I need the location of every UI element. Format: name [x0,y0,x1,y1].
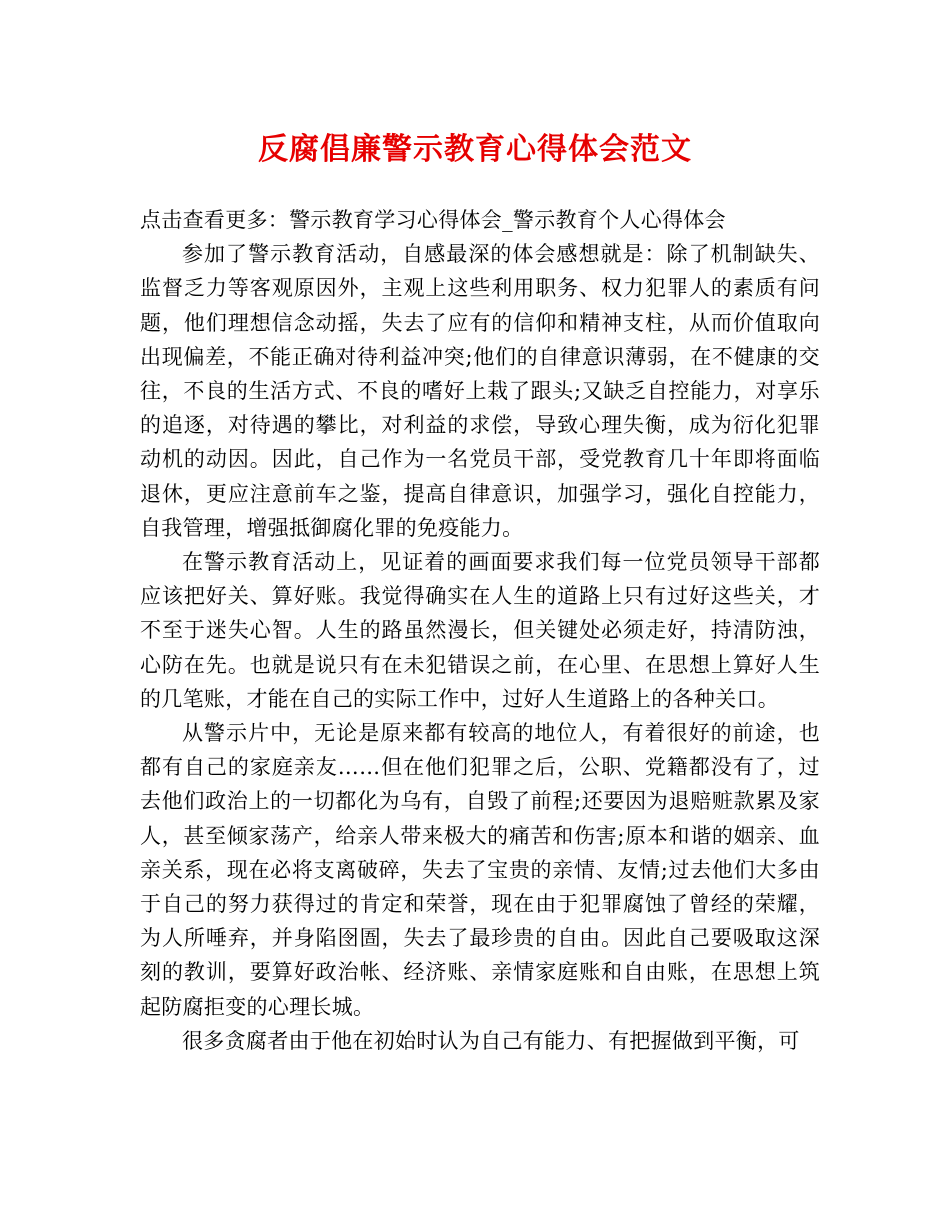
more-link-line[interactable]: 点击查看更多：警示教育学习心得体会_警示教育个人心得体会 [140,208,726,232]
document-title: 反腐倡廉警示教育心得体会范文 [258,132,692,167]
body-paragraph-1: 参加了警示教育活动，自感最深的体会感想就是：除了机制缺失、监督乏力等客观原因外，主观上这些利用职务、权力犯罪人的素质有问题，他们理想信念动摇，失去了应有的信仰和精神支柱，从而价值取向出现偏差，不能正确对待利益冲突;他们的自律意识薄弱，在不健康的交往，不良的生活方式、不良的嗜好上栽了跟头;又缺乏自控能力，对享乐的追逐，对待遇的攀比，对利益的求偿，导致心理失衡，成为衍化犯罪动机的动因。因此，自己作为一名党员干部，受党教育几十年即将面临退休，更应注意前车之鉴，提高自律意识，加强学习，强化自控能力，自我管理，增强抵御腐化罪的免疫能力。 [140,242,820,540]
document-body [140,203,820,1058]
body-paragraph-4: 很多贪腐者由于他在初始时认为自己有能力、有把握做到平衡，可 [182,1028,800,1053]
body-paragraph-3: 从警示片中，无论是原来都有较高的地位人，有着很好的前途，也都有自己的家庭亲友……但在他们犯罪之后，公职、党籍都没有了，过去他们政治上的一切都化为乌有，自毁了前程;还要因为退赔赃款累及家人，甚至倾家荡产，给亲人带来极大的痛苦和伤害;原本和谐的姻亲、血亲关系，现在必将支离破碎，失去了宝贵的亲情、友情;过去他们大多由于自己的努力获得过的肯定和荣誉，现在由于犯罪腐蚀了曾经的荣耀，为人所唾弃，并身陷囹圄，失去了最珍贵的自由。因此自己要吸取这深刻的教训，要算好政治帐、经济账、亲情家庭账和自由账，在思想上筑起防腐拒变的心理长城。 [140,721,820,1019]
body-paragraph-2: 在警示教育活动上，见证着的画面要求我们每一位党员领导干部都应该把好关、算好账。我觉得确实在人生的道路上只有过好这些关，才不至于迷失心智。人生的路虽然漫长，但关键处必须走好，持清防浊，心防在先。也就是说只有在未犯错误之前，在心里、在思想上算好人生的几笔账，才能在自己的实际工作中，过好人生道路上的各种关口。 [140,550,820,711]
